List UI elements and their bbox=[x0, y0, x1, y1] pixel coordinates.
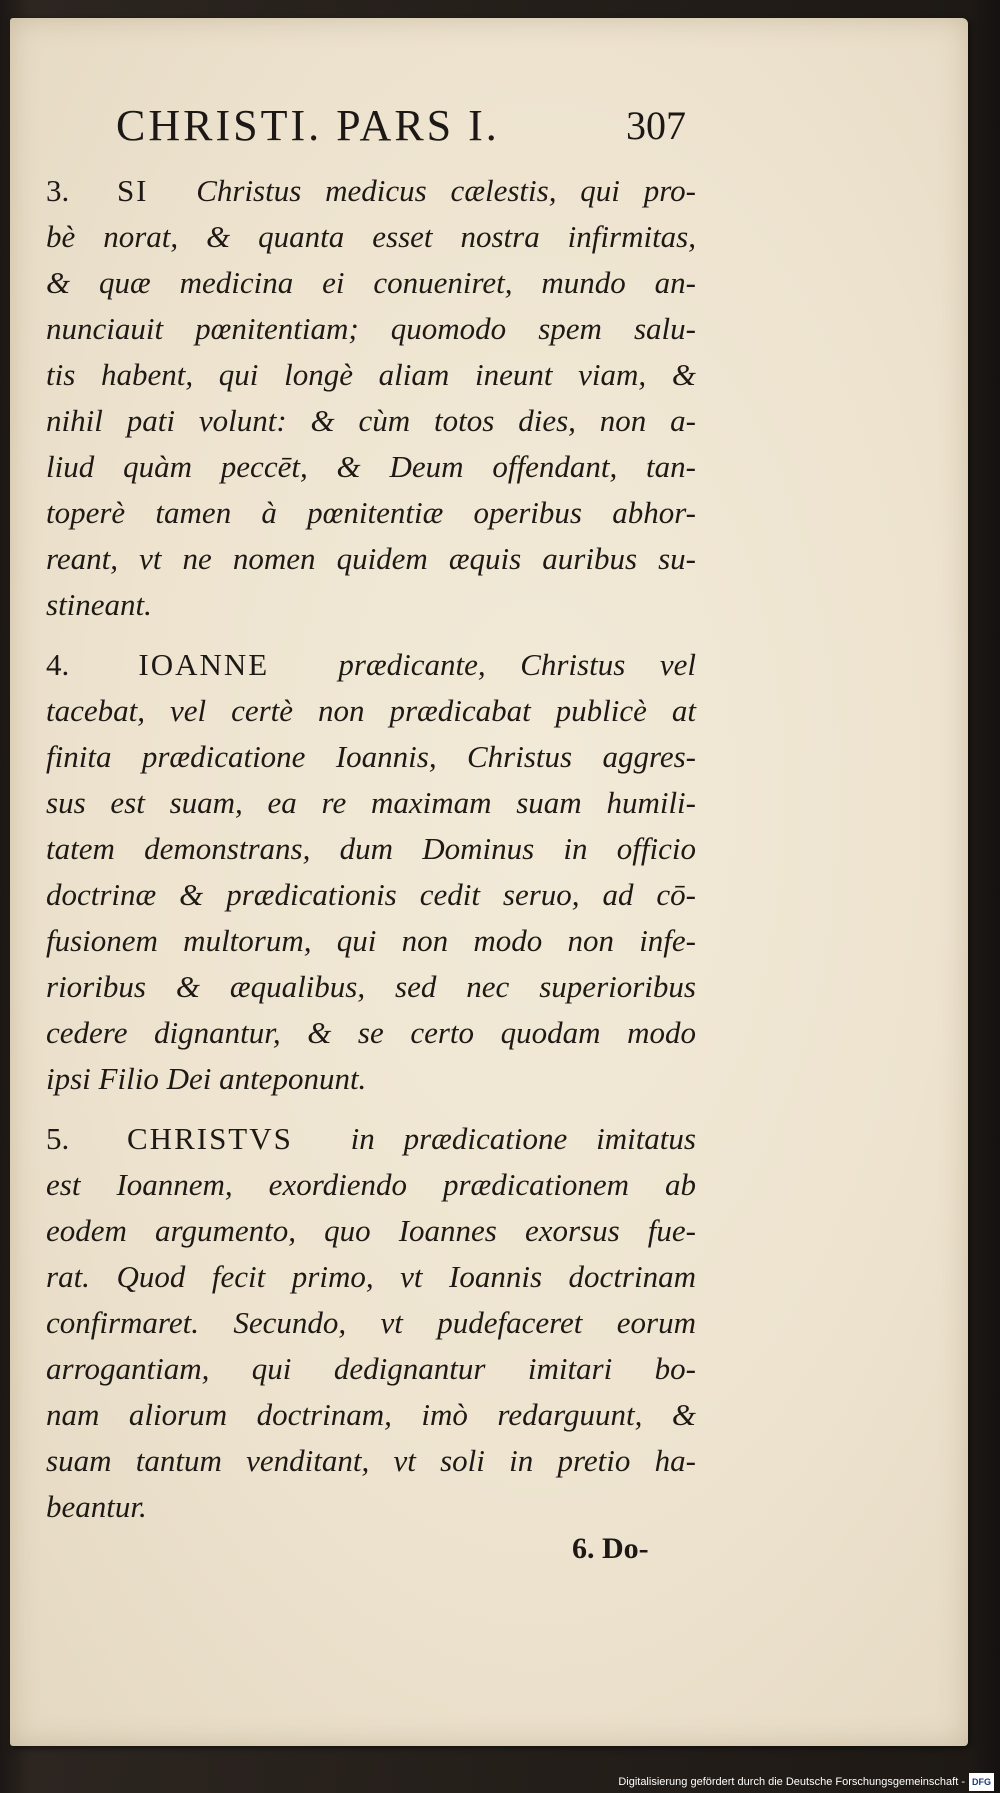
text-line: rat. Quod fecit primo, vt Ioannis doctrinam bbox=[46, 1259, 696, 1294]
catchword: 6. Do- bbox=[572, 1532, 649, 1565]
text-line: eodem argumento, quo Ioannes exorsus fue- bbox=[46, 1213, 696, 1248]
running-head: CHRISTI. PARS I. bbox=[116, 101, 500, 150]
text-line: nam aliorum doctrinam, imò redarguunt, & bbox=[46, 1397, 696, 1432]
text-line: 4. IOANNE prædicante, Christus vel bbox=[46, 647, 696, 682]
text-line: & quæ medicina ei conueniret, mundo an- bbox=[46, 265, 696, 300]
text-line: nunciauit pœnitentiam; quomodo spem salu- bbox=[46, 311, 696, 346]
dfg-logo: DFG bbox=[969, 1773, 994, 1791]
text-line: 5. CHRISTVS in prædicatione imitatus bbox=[46, 1121, 696, 1156]
digitization-credit bbox=[618, 1773, 994, 1791]
text-line: 3. SI Christus medicus cælestis, qui pro- bbox=[46, 173, 697, 208]
text-line: fusionem multorum, qui non modo non infe- bbox=[46, 923, 696, 958]
text-line: tatem demonstrans, dum Dominus in officio bbox=[46, 831, 696, 866]
text-line: beantur. bbox=[46, 1489, 147, 1524]
paragraph-4 bbox=[46, 642, 696, 1102]
text-line: stineant. bbox=[46, 587, 152, 622]
text-line: bè norat, & quanta esset nostra infirmitas, bbox=[46, 219, 696, 254]
text-line: finita prædicatione Ioannis, Christus aggres- bbox=[46, 739, 696, 774]
page-header bbox=[116, 98, 686, 154]
text-line: nihil pati volunt: & cùm totos dies, non a- bbox=[46, 403, 696, 438]
page-body bbox=[46, 168, 696, 1544]
credit-text: Digitalisierung gefördert durch die Deutsche Forschungsgemeinschaft - bbox=[618, 1775, 965, 1788]
text-line: arrogantiam, qui dedignantur imitari bo- bbox=[46, 1351, 696, 1386]
text-line: tacebat, vel certè non prædicabat publicè at bbox=[46, 693, 696, 728]
text-line: ipsi Filio Dei anteponunt. bbox=[46, 1061, 367, 1096]
text-line: tis habent, qui longè aliam ineunt viam, & bbox=[46, 357, 696, 392]
text-line: confirmaret. Secundo, vt pudefaceret eorum bbox=[46, 1305, 696, 1340]
text-line: toperè tamen à pœnitentiæ operibus abhor- bbox=[46, 495, 696, 530]
text-line: suam tantum venditant, vt soli in pretio ha- bbox=[46, 1443, 696, 1478]
text-line: reant, vt ne nomen quidem æquis auribus su- bbox=[46, 541, 696, 576]
page-number: 307 bbox=[626, 103, 686, 148]
paragraph-5 bbox=[46, 1116, 696, 1530]
text-line: doctrinæ & prædicationis cedit seruo, ad cō- bbox=[46, 877, 696, 912]
text-line: rioribus & æqualibus, sed nec superioribus bbox=[46, 969, 696, 1004]
text-line: est Ioannem, exordiendo prædicationem ab bbox=[46, 1167, 696, 1202]
paragraph-3 bbox=[46, 168, 696, 628]
text-line: sus est suam, ea re maximam suam humili- bbox=[46, 785, 696, 820]
text-line: liud quàm peccēt, & Deum offendant, tan- bbox=[46, 449, 696, 484]
text-line: cedere dignantur, & se certo quodam modo bbox=[46, 1015, 696, 1050]
